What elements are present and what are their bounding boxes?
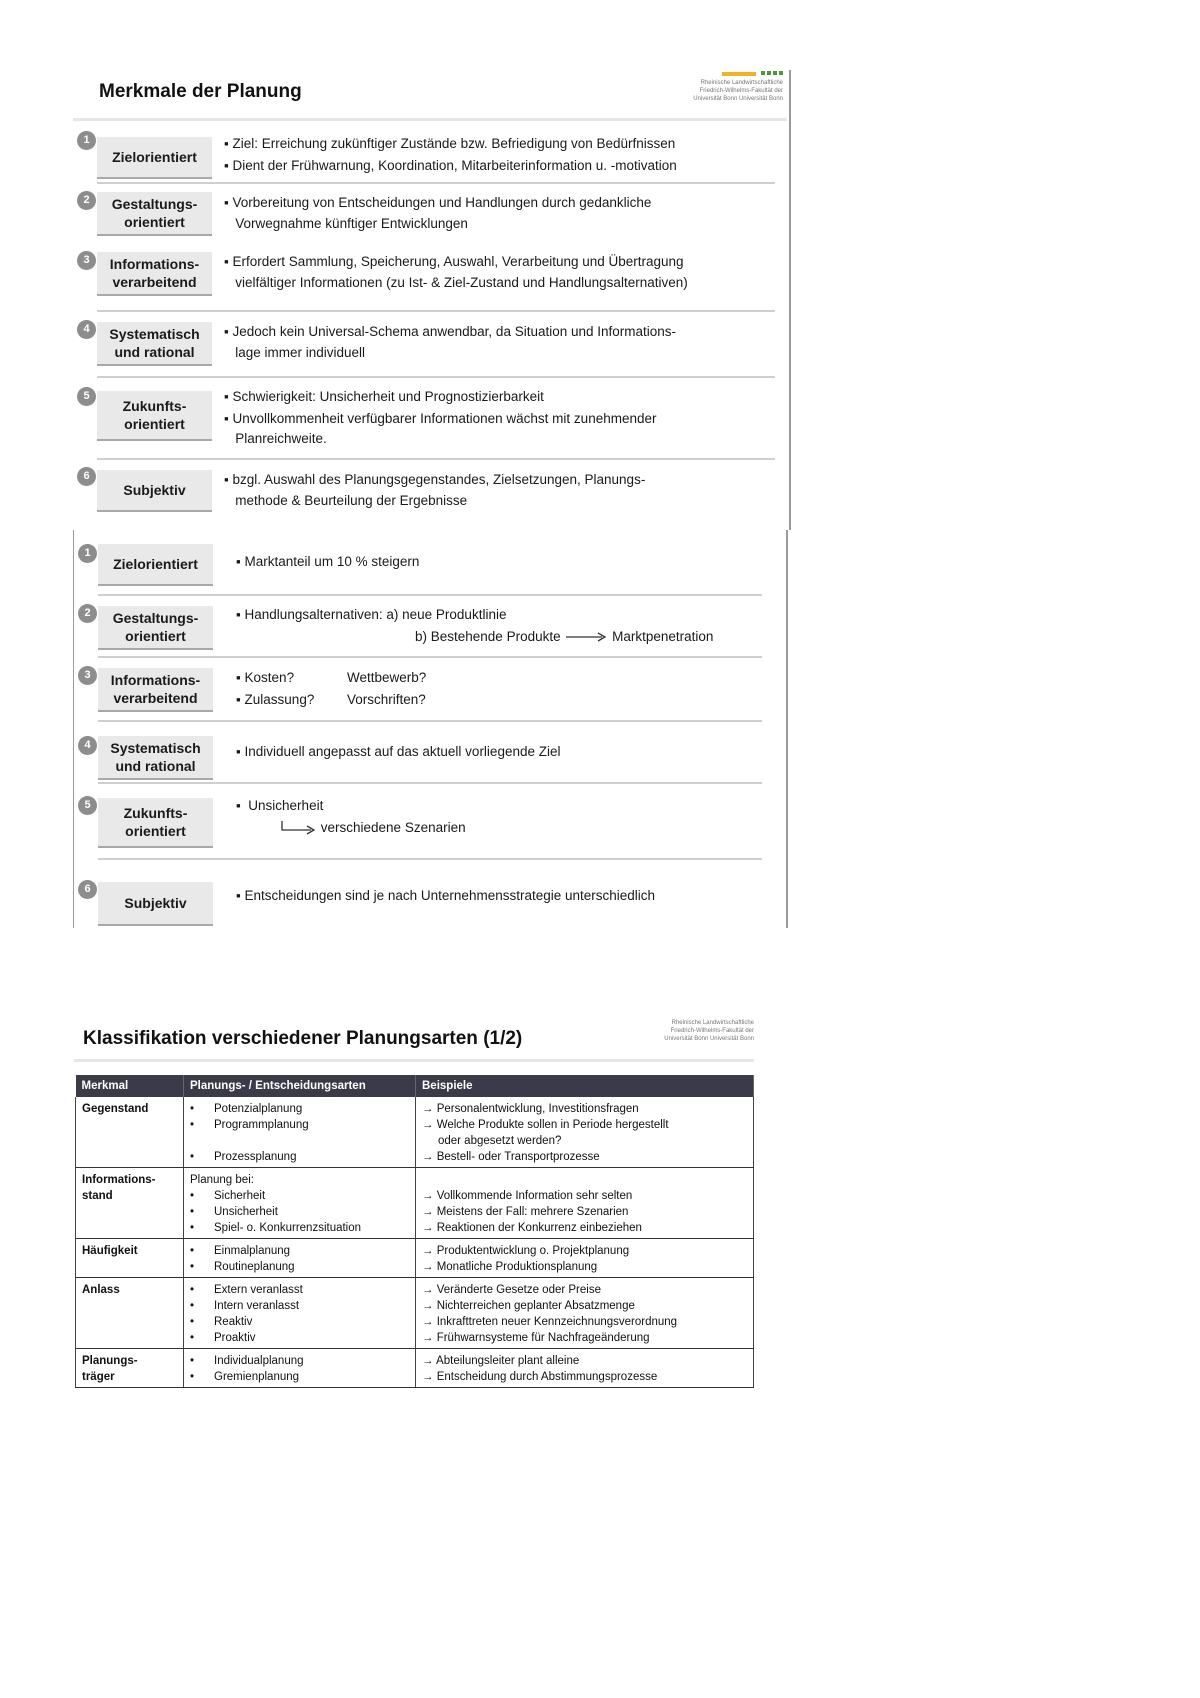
cell-text: Intern veranlasst <box>214 1300 300 1312</box>
merkmal-label <box>98 668 213 712</box>
cell-text <box>190 1117 409 1133</box>
merkmal-row <box>73 460 789 530</box>
slide-merkmale-der-planung <box>73 70 791 530</box>
bullet-dot: • <box>190 1151 195 1163</box>
merkmal-cell <box>76 1168 184 1239</box>
bullet-dot: • <box>190 1316 195 1328</box>
logo-line: Rheinische Landwirtschaftliche <box>700 79 783 86</box>
bullet-dot: • <box>190 1371 195 1383</box>
merkmal-cell <box>76 1349 184 1388</box>
cell-text <box>190 1101 409 1117</box>
arten-cell <box>184 1239 416 1278</box>
cell-text: → Personalentwicklung, Investitionsfragen <box>422 1103 639 1115</box>
bullet-text: ▪ Unvollkommenheit verfügbarer Informationen wächst mit zunehmender <box>224 411 657 426</box>
cell-text: Unsicherheit <box>214 1206 278 1218</box>
classification-table <box>75 1075 754 1388</box>
slide-title: Merkmale der Planung <box>99 81 302 102</box>
label-text: Subjektiv <box>124 895 187 911</box>
bullet-text: Planreichweite. <box>224 431 327 446</box>
cell-text: Potenzialplanung <box>214 1103 303 1115</box>
cell-text: Gegenstand <box>82 1103 149 1115</box>
beispiele-cell <box>416 1239 754 1278</box>
merkmal-label <box>97 252 212 296</box>
logo-line: Universität Bonn Universität Bonn <box>693 95 783 102</box>
bullet-text: ▪ Schwierigkeit: Unsicherheit und Prognostizierbarkeit <box>224 389 544 404</box>
arten-cell <box>184 1097 416 1168</box>
number-badge: 1 <box>78 544 97 563</box>
cell-text: Planungs- <box>82 1355 138 1367</box>
slide-title: Klassifikation verschiedener Planungsarten (1/2) <box>83 1028 523 1049</box>
bullet-dot: • <box>190 1261 195 1273</box>
beispiele-cell <box>416 1349 754 1388</box>
cell-text: träger <box>82 1371 115 1383</box>
cell-text <box>190 1220 409 1236</box>
number-badge: 5 <box>78 796 97 815</box>
cell-text <box>190 1133 409 1149</box>
cell-text <box>190 1243 409 1259</box>
cell-text: → Nichterreichen geplanter Absatzmenge <box>422 1300 635 1312</box>
university-logo <box>603 70 783 103</box>
title-divider <box>74 1059 754 1062</box>
cell-text: → Reaktionen der Konkurrenz einbeziehen <box>422 1222 642 1234</box>
example-text: Vorschriften? <box>347 692 426 707</box>
bullet-dot: • <box>190 1355 195 1367</box>
merkmal-row <box>73 378 789 460</box>
example-text: Wettbewerb? <box>347 670 427 685</box>
label-text: Zielorientiert <box>112 149 197 165</box>
cell-text: Sicherheit <box>214 1190 266 1202</box>
example-row <box>74 530 786 596</box>
example-text: verschiedene Szenarien <box>279 818 466 838</box>
beispiele-cell <box>416 1097 754 1168</box>
cell-text: → Veränderte Gesetze oder Preise <box>422 1284 601 1296</box>
example-text: ▪ Marktanteil um 10 % steigern <box>236 554 420 569</box>
number-badge: 6 <box>77 467 96 486</box>
column-header: Planungs- / Entscheidungsarten <box>184 1075 416 1097</box>
label-text: Subjektiv <box>123 482 186 498</box>
merkmal-row <box>73 128 789 184</box>
cell-text <box>190 1149 409 1165</box>
university-logo <box>574 1019 754 1043</box>
arrow-turn-right-icon <box>279 821 317 835</box>
table-row <box>76 1349 754 1388</box>
cell-text <box>190 1259 409 1275</box>
cell-text <box>190 1282 409 1298</box>
cell-text: oder abgesetzt werden? <box>422 1135 562 1147</box>
slide-merkmale-beispiele <box>73 530 788 928</box>
bullet-text: ▪ Ziel: Erreichung zukünftiger Zustände bzw. Befriedigung von Bedürfnissen <box>224 136 676 151</box>
cell-text: → Monatliche Produktionsplanung <box>422 1261 598 1273</box>
example-row <box>74 596 786 658</box>
merkmal-label <box>97 322 212 366</box>
bullet-dot: • <box>190 1284 195 1296</box>
cell-text: Gremienplanung <box>214 1371 300 1383</box>
cell-text <box>190 1188 409 1204</box>
cell-text: Programmplanung <box>214 1119 309 1131</box>
cell-text <box>190 1204 409 1220</box>
number-badge: 4 <box>78 736 97 755</box>
bullet-dot: • <box>190 1206 195 1218</box>
arten-cell <box>184 1278 416 1349</box>
bullet-dot: • <box>190 1222 195 1234</box>
arten-cell <box>184 1349 416 1388</box>
example-text: ▪ Kosten? <box>236 670 295 685</box>
cell-text: Anlass <box>82 1284 120 1296</box>
example-row <box>74 860 786 928</box>
number-badge: 3 <box>77 251 96 270</box>
cell-text <box>190 1330 409 1346</box>
number-badge: 5 <box>77 387 96 406</box>
column-header: Merkmal <box>76 1075 184 1097</box>
table-row <box>76 1097 754 1168</box>
cell-text: → Produktentwicklung o. Projektplanung <box>422 1245 630 1257</box>
merkmal-label <box>97 137 212 179</box>
bullet-text: vielfältiger Informationen (zu Ist- & Ziel-Zustand und Handlungsalternativen) <box>224 275 688 290</box>
example-text: ▪ Unsicherheit <box>236 798 324 813</box>
example-text: ▪ Entscheidungen sind je nach Unternehmensstrategie unterschiedlich <box>236 888 656 903</box>
bullet-text: ▪ Vorbereitung von Entscheidungen und Handlungen durch gedankliche <box>224 195 652 210</box>
merkmal-cell <box>76 1239 184 1278</box>
cell-text: Einmalplanung <box>214 1245 291 1257</box>
merkmal-label <box>98 544 213 586</box>
bullet-dot: • <box>190 1119 195 1131</box>
number-badge: 2 <box>77 191 96 210</box>
cell-text: stand <box>82 1190 113 1202</box>
cell-text: → Frühwarnsysteme für Nachfrageänderung <box>422 1332 650 1344</box>
label-text: Systematisch und rational <box>110 740 201 774</box>
label-text: Informations- verarbeitend <box>110 672 201 706</box>
arten-cell <box>184 1168 416 1239</box>
cell-text: → Abteilungsleiter plant alleine <box>422 1355 580 1367</box>
bullet-text: lage immer individuell <box>224 345 366 360</box>
cell-text <box>190 1369 409 1385</box>
bullet-text: methode & Beurteilung der Ergebnisse <box>224 493 468 508</box>
beispiele-cell <box>416 1278 754 1349</box>
logo-line: Friedrich-Wilhelms-Fakultät der <box>670 1028 754 1034</box>
arrow-right-icon <box>564 632 608 642</box>
label-text: Gestaltungs- orientiert <box>111 196 198 230</box>
label-text: Zukunfts- orientiert <box>122 398 187 432</box>
example-row <box>74 722 786 784</box>
merkmal-label <box>98 798 213 848</box>
bullet-text: ▪ Erfordert Sammlung, Speicherung, Auswahl, Verarbeitung und Übertragung <box>224 254 684 269</box>
cell-text: Planung bei: <box>190 1174 254 1186</box>
merkmal-row <box>73 184 789 244</box>
cell-text: Häufigkeit <box>82 1245 138 1257</box>
table-row <box>76 1168 754 1239</box>
cell-text: → Welche Produkte sollen in Periode hergestellt <box>422 1119 669 1131</box>
example-text: ▪ Individuell angepasst auf das aktuell vorliegende Ziel <box>236 744 561 759</box>
label-text: Systematisch und rational <box>109 326 200 360</box>
bullet-text: Vorwegnahme künftiger Entwicklungen <box>224 216 468 231</box>
logo-accent-bar <box>722 72 756 76</box>
cell-text: → Vollkommende Information sehr selten <box>422 1190 633 1202</box>
merkmal-row <box>73 244 789 312</box>
merkmal-label <box>98 736 213 780</box>
cell-text: → Meistens der Fall: mehrere Szenarien <box>422 1206 629 1218</box>
logo-line: Universität Bonn Universität Bonn <box>664 1036 754 1042</box>
cell-text: Prozessplanung <box>214 1151 297 1163</box>
logo-dots <box>759 70 783 78</box>
bullet-dot: • <box>190 1103 195 1115</box>
beispiele-cell <box>416 1168 754 1239</box>
example-text: b) Bestehende Produkte Marktpenetration <box>415 629 714 644</box>
logo-line: Rheinische Landwirtschaftliche <box>671 1020 754 1026</box>
cell-text: Extern veranlasst <box>214 1284 303 1296</box>
cell-text: → Entscheidung durch Abstimmungsprozesse <box>422 1371 658 1383</box>
merkmal-label <box>98 606 213 650</box>
cell-text: Informations- <box>82 1174 156 1186</box>
merkmal-row <box>73 312 789 378</box>
example-row <box>74 784 786 860</box>
number-badge: 6 <box>78 880 97 899</box>
example-text: ▪ Zulassung? <box>236 692 315 707</box>
bullet-dot: • <box>190 1190 195 1202</box>
merkmal-cell <box>76 1278 184 1349</box>
cell-text: → Bestell- oder Transportprozesse <box>422 1151 600 1163</box>
cell-text: → Inkrafttreten neuer Kennzeichnungsverordnung <box>422 1316 678 1328</box>
cell-text <box>190 1298 409 1314</box>
merkmal-label <box>97 470 212 512</box>
bullet-text: ▪ Jedoch kein Universal-Schema anwendbar, da Situation und Informations- <box>224 324 677 339</box>
column-header: Beispiele <box>416 1075 754 1097</box>
bullet-dot: • <box>190 1245 195 1257</box>
table-header-row <box>76 1075 754 1097</box>
merkmal-label <box>97 192 212 236</box>
cell-text <box>422 1172 747 1188</box>
cell-text: Proaktiv <box>214 1332 256 1344</box>
label-text: Informations- verarbeitend <box>109 256 200 290</box>
merkmal-label <box>97 391 212 441</box>
label-text: Zielorientiert <box>113 556 198 572</box>
merkmal-cell <box>76 1097 184 1168</box>
cell-text: Spiel- o. Konkurrenzsituation <box>214 1222 362 1234</box>
cell-text <box>190 1353 409 1369</box>
number-badge: 4 <box>77 320 96 339</box>
example-text: ▪ Handlungsalternativen: a) neue Produktlinie <box>236 607 507 622</box>
bullet-text: ▪ bzgl. Auswahl des Planungsgegenstandes, Zielsetzungen, Planungs- <box>224 472 646 487</box>
logo-line: Friedrich-Wilhelms-Fakultät der <box>699 87 783 94</box>
number-badge: 2 <box>78 604 97 623</box>
bullet-dot: • <box>190 1300 195 1312</box>
number-badge: 1 <box>77 131 96 150</box>
cell-text: Routineplanung <box>214 1261 295 1273</box>
table-row <box>76 1278 754 1349</box>
merkmal-label <box>98 882 213 926</box>
cell-text: Reaktiv <box>214 1316 253 1328</box>
cell-text: Individualplanung <box>214 1355 304 1367</box>
cell-text <box>190 1314 409 1330</box>
bullet-dot: • <box>190 1332 195 1344</box>
title-divider <box>73 118 787 121</box>
table-row <box>76 1239 754 1278</box>
bullet-text: ▪ Dient der Frühwarnung, Koordination, Mitarbeiterinformation u. -motivation <box>224 158 677 173</box>
label-text: Gestaltungs- orientiert <box>112 610 199 644</box>
label-text: Zukunfts- orientiert <box>123 805 188 839</box>
example-row <box>74 658 786 722</box>
number-badge: 3 <box>78 666 97 685</box>
